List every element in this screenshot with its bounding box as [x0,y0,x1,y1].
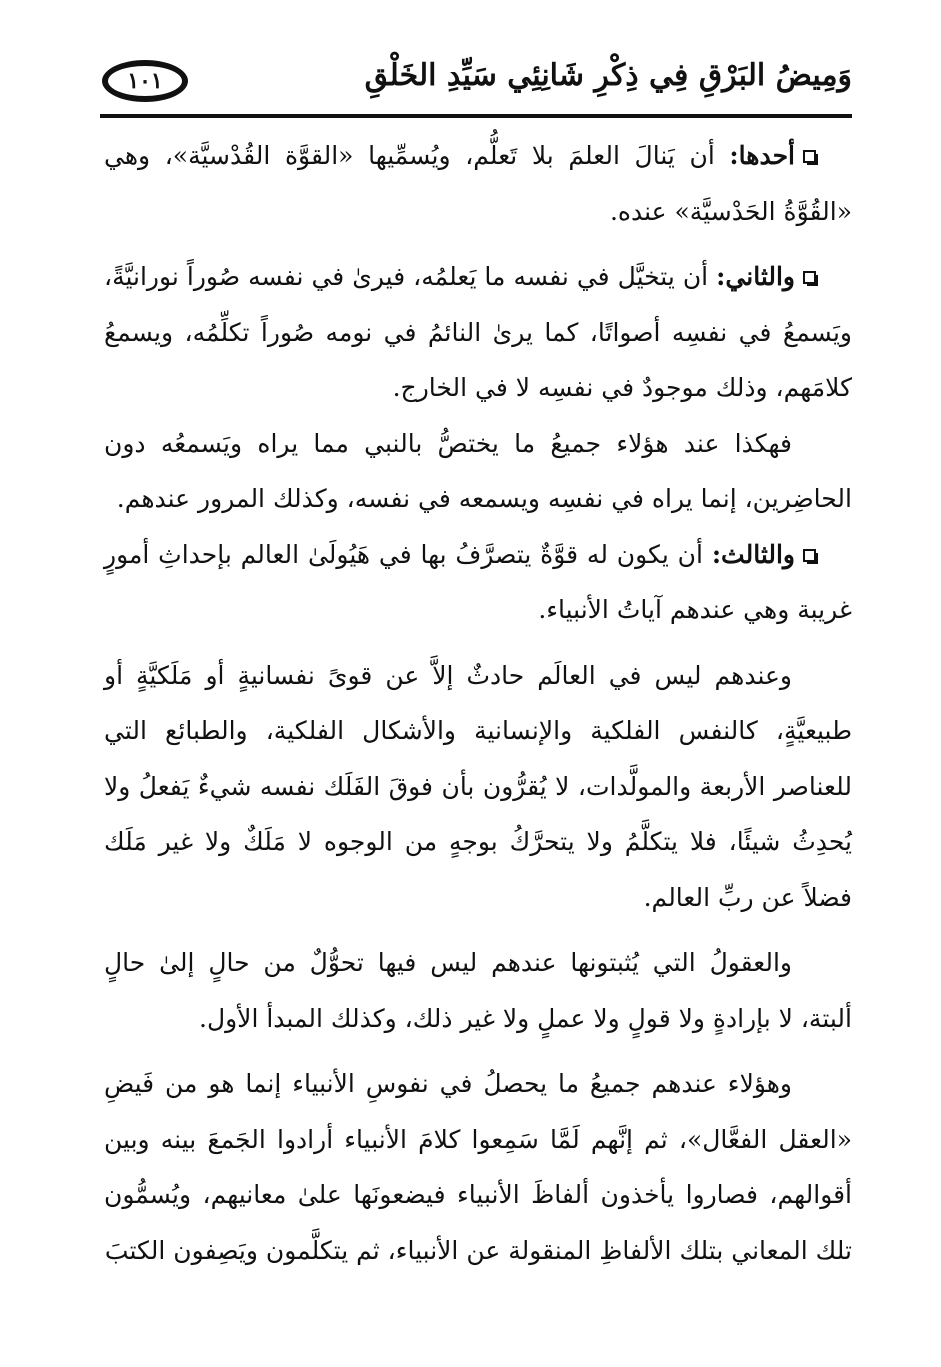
paragraph-fourth [104,527,852,638]
header-rule [100,114,852,118]
paragraph-text: أن يتخيَّل في نفسه ما يَعلمُه، فيرىٰ في نفسه صُوراً نورانيَّةً، ويَسمعُ في نفسِه أصواتًا، كما يرىٰ النائمُ في نومه صُوراً تكلِّمُه، ويسمعُ كلامَهم، وذلك موجودٌ في نفسِه لا في الخارج. [104,262,852,402]
paragraph-first [104,128,852,239]
paragraph-sixth [104,935,852,1046]
paragraph-text: أن يكون له قوَّةٌ يتصرَّفُ بها في هَيُولَىٰ العالم بإحداثِ أمورٍ غريبة وهي عندهم آياتُ الأنبياء. [104,539,852,624]
paragraph-lead: والثالث: [711,539,796,569]
page-body [104,128,852,1265]
paragraph-fifth [104,648,852,926]
page-number-oval [102,60,188,102]
running-header [100,38,852,118]
paragraph-text: وهؤلاء عندهم جميعُ ما يحصلُ في نفوسِ الأنبياء إنما هو من فَيضِ «العقل الفعَّال»، ثم إنَّهم لَمَّا سَمِعوا كلامَ الأنبياء أرادوا الجَمعَ بينه وبين أقوالهم، فصاروا يأخذون ألفاظَ الأنبياء فيضعونَها علىٰ معانيهم، ويُسمُّون تلك المعاني بتلك الألفاظِ المنقولة عن الأنبياء، ثم يتكلَّمون ويَصِفون الكتبَ [104,1069,852,1265]
paragraph-second [104,249,852,416]
paragraph-third [104,416,852,527]
square-bullet-icon [803,271,816,284]
paragraph-text: والعقولُ التي يُثبتونها عندهم ليس فيها تحوُّلٌ من حالٍ إلىٰ حالٍ ألبتة، لا بإرادةٍ ولا قولٍ ولا عملٍ ولا غير ذلك، وكذلك المبدأ الأول. [104,948,852,1033]
paragraph-lead: والثاني: [716,262,795,291]
square-bullet-icon [803,150,816,163]
paragraph-text: فهكذا عند هؤلاء جميعُ ما يختصُّ بالنبي مما يراه ويَسمعُه دون الحاضِرين، إنما يراه في نفسِه ويسمعه في نفسه، وكذلك المرور عندهم. [104,428,852,513]
square-bullet-icon [803,549,816,562]
paragraph-text: أن يَنالَ العلمَ بلا تَعلُّم، ويُسمِّيها «القوَّة القُدْسيَّة»، وهي «القُوَّةُ الحَدْسيَّة» عنده. [104,141,852,226]
paragraph-seventh [104,1056,852,1278]
page-number: ١٠١ [127,68,163,94]
paragraph-text: وعندهم ليس في العالَم حادثٌ إلاَّ عن قوىً نفسانيةٍ أو مَلَكيَّةٍ أو طبيعيَّةٍ، كالنفس الفلكية والإنسانية والأشكال الفلكية، والطبائع التي للعناصر الأربعة والمولَّدات، لا يُقرُّون بأن فوقَ الفَلَك نفسه شيءٌ يَفعلُ ولا يُحدِثُ شيئًا، فلا يتكلَّمُ ولا يتحرَّكُ بوجهٍ من الوجوه لا مَلَكٌ ولا غير مَلَك فضلاً عن ربِّ العالم. [104,660,852,912]
book-title: وَمِيضُ البَرْقِ فِي ذِكْرِ شَانِئِي سَيِّدِ الخَلْقِ [364,58,852,93]
paragraph-lead: أحدها: [729,141,795,170]
